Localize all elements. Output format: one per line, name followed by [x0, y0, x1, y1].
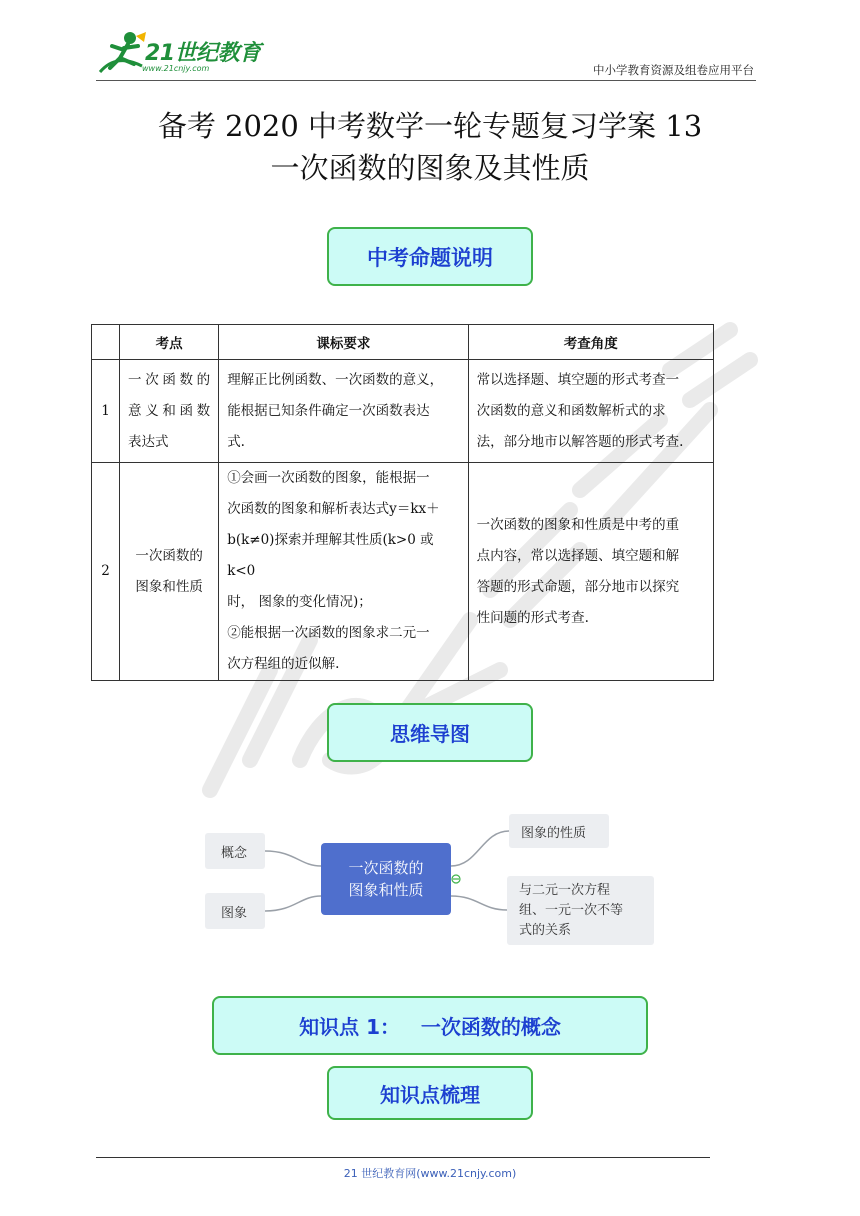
section-knowledge-review [327, 1066, 533, 1120]
mindmap-center-node [321, 843, 451, 915]
cell-line: 答题的形式命题，部分地市以探究 [476, 578, 680, 595]
cell-line: 性问题的形式考查. [476, 609, 589, 626]
mindmap-node-line: 与二元一次方程 [519, 882, 611, 898]
logo-text: 21世纪教育 [145, 41, 261, 66]
mindmap-node-label: 概念 [221, 845, 248, 861]
table-header-angle: 考查角度 [468, 325, 713, 360]
cell-line: 次函数的图象和解析表达式y＝kx＋ [227, 501, 440, 517]
page-title: 备考 2020 中考数学一轮专题复习学案 13 [157, 109, 703, 143]
footer-divider [96, 1157, 710, 1158]
cell-line: 法，部分地市以解答题的形式考查. [476, 433, 684, 450]
cell-line: 次函数的意义和函数解析式的求 [476, 402, 666, 419]
cell-line: 点内容，常以选择题、填空题和解 [476, 547, 680, 564]
cell-line: 理解正比例函数、一次函数的意义， [227, 371, 444, 388]
mindmap-center-line: 图象和性质 [348, 881, 424, 899]
cell-line: 一次函数的 [128, 371, 211, 388]
cell-line: 能根据已知条件确定一次函数表达 [227, 402, 430, 419]
section-exam-explanation-label: 中考命题说明 [367, 245, 493, 270]
section-mind-map-label: 思维导图 [390, 722, 470, 746]
section-knowledge-point-1-label: 知识点 1： 一次函数的概念 [299, 1015, 561, 1039]
cell-line: 一次函数的 [135, 547, 203, 564]
mindmap-node-line: 组、一元一次不等 [519, 902, 624, 918]
platform-label: 中小学教育资源及组卷应用平台 [593, 63, 754, 77]
row-number: 1 [92, 360, 120, 463]
cell-line: 图象和性质 [135, 578, 203, 595]
table-header-requirement: 课标要求 [219, 325, 468, 360]
cell-line: b(k≠0)探索并理解其性质(k>0 或 k<0 [227, 532, 434, 579]
cell-line: 表达式 [128, 433, 169, 450]
cell-line: 时， 图象的变化情况)； [227, 594, 372, 610]
table-header-point: 考点 [120, 325, 219, 360]
logo-url: www.21cnjy.com [142, 64, 210, 73]
section-knowledge-point-1 [212, 996, 648, 1055]
mindmap-node-graph [205, 893, 265, 929]
cell-line: 式. [227, 433, 245, 450]
footer-link[interactable]: 21 世纪教育网(www.21cnjy.com) [343, 1167, 517, 1180]
page-subtitle: 一次函数的图象及其性质 [270, 151, 590, 185]
row-number: 2 [92, 463, 120, 681]
mindmap-node-line: 式的关系 [519, 922, 572, 938]
cell-line: 常以选择题、填空题的形式考查一 [476, 371, 680, 388]
mindmap-node-relations [507, 876, 654, 945]
cell-line: 次方程组的近似解. [227, 656, 340, 672]
mindmap-node-label: 图象 [221, 905, 248, 921]
section-knowledge-review-label: 知识点梳理 [380, 1082, 480, 1107]
cell-line: 意义和函数 [128, 402, 211, 419]
cell-line: ②能根据一次函数的图象求二元一 [227, 625, 430, 641]
mindmap-node-concept [205, 833, 265, 869]
mindmap-node-label: 图象的性质 [521, 825, 587, 841]
mindmap-node-properties [509, 814, 609, 848]
cell-line: 一次函数的图象和性质是中考的重 [476, 516, 680, 533]
mindmap-center-line: 一次函数的 [348, 859, 424, 877]
cell-line: ①会画一次函数的图象，能根据一 [227, 470, 430, 486]
